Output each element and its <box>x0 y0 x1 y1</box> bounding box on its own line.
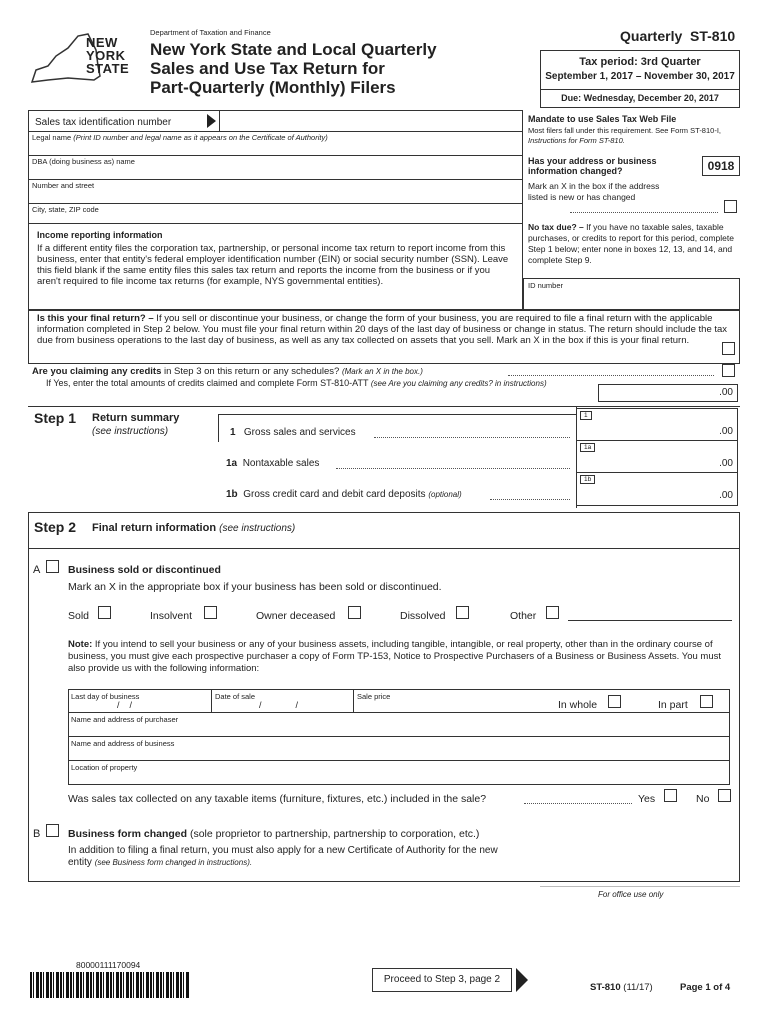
barcode-icon <box>30 972 190 998</box>
sale-note <box>68 639 728 675</box>
line-1b-amount-field[interactable] <box>576 472 738 506</box>
logo-line-1: NEW <box>86 35 118 50</box>
legal-name-instructions: (Print ID number and legal name as it appears on the Certificate of Authority) <box>73 133 328 142</box>
line-1-num: 1 <box>230 427 236 438</box>
option-insolvent-label: Insolvent <box>150 610 193 622</box>
mandate-title: Mandate to use Sales Tax Web File <box>528 114 677 124</box>
collected-yes-checkbox[interactable] <box>664 789 677 802</box>
barcode-number: 80000111170094 <box>76 960 141 970</box>
form-footer <box>590 982 653 993</box>
date-separators-2: // <box>259 700 333 710</box>
final-return-title: Is this your final return? – <box>37 313 154 324</box>
no-tax-due-title: No tax due? – <box>528 222 584 232</box>
address-changed-checkbox[interactable] <box>724 200 737 213</box>
note-text: If you intend to sell your business or any of your business assets, including tangible, intangible, or real property, other than in the ordinary course of business, you must give each prospective purchaser a copy of Form TP-153, Notice to Prospective Purchasers of a Business or Business Assets. You must also provide us with the following information: <box>68 639 722 674</box>
footer-form-number: ST-810 <box>590 982 621 993</box>
step2-title-line <box>92 522 295 534</box>
option-insolvent-checkbox[interactable] <box>204 606 217 619</box>
credits-amount: .00 <box>719 387 733 398</box>
logo-line-2: YORK <box>86 48 126 63</box>
line-1-amount-field[interactable] <box>576 408 738 442</box>
section-a-letter: A <box>33 564 41 576</box>
final-return-body: If you sell or discontinue your business, or change the form of your business, you are required to file a final return with the applicable information completed in Step 2 below. You must file your final return within 20 days of the last day of business or change in status. The return should include the tax due from business operations to the last day of business, as well as any tax collected on assets that you sell. Mark an X in the box if this is your final return. <box>37 313 728 346</box>
legal-name-field[interactable] <box>32 133 328 142</box>
option-sold-label: Sold <box>68 610 90 622</box>
line-1b-label <box>226 489 462 500</box>
line-1b-num: 1b <box>226 489 238 500</box>
office-use-label: For office use only <box>598 890 664 899</box>
title-line-3: Part-Quarterly (Monthly) Filers <box>150 78 396 97</box>
city-state-zip-field[interactable]: City, state, ZIP code <box>32 205 99 214</box>
line-1b-note: (optional) <box>428 490 462 499</box>
step1-label: Step 1 <box>34 410 77 426</box>
option-other-checkbox[interactable] <box>546 606 559 619</box>
line-1-amount: .00 <box>719 426 733 437</box>
step1-sub: (see instructions) <box>92 426 169 437</box>
line-1a-amount: .00 <box>719 458 733 469</box>
section-a-title: Business sold or discontinued <box>68 564 221 576</box>
period-dates: September 1, 2017 – November 30, 2017 <box>545 71 735 82</box>
section-b-text <box>68 845 508 869</box>
credits-amount-field[interactable] <box>598 384 738 402</box>
final-return-checkbox[interactable] <box>722 342 735 355</box>
credits-text: in Step 3 on this return or any schedules? <box>161 366 342 377</box>
line-1-text: Gross sales and services <box>243 427 356 438</box>
business-address-field[interactable]: Name and address of business <box>71 739 175 748</box>
title-line-2: Sales and Use Tax Return for <box>150 59 385 78</box>
line-1-label <box>230 427 356 438</box>
option-deceased-checkbox[interactable] <box>348 606 361 619</box>
logo-line-3: STATE <box>86 61 130 76</box>
section-b-title: Business form changed <box>68 828 188 840</box>
step2-title: Final return information <box>92 522 217 534</box>
ny-state-logo <box>28 30 138 86</box>
credits-instr-italic: (see Are you claiming any credits? in instructions) <box>370 379 547 388</box>
final-return-box <box>28 310 740 364</box>
last-day-field[interactable]: Last day of business <box>71 692 140 701</box>
due-date: Due: Wednesday, December 20, 2017 <box>561 93 719 103</box>
no-tax-due-body: If you have no taxable sales, taxable purchases, or credits to report for this period, complete Step 1 below; enter none in boxes 12, 13, and 14, and complete Step 9. <box>528 222 734 265</box>
quarterly-label: Quarterly <box>620 28 683 44</box>
section-b-letter: B <box>33 828 41 840</box>
credits-title: Are you claiming any credits <box>32 366 162 377</box>
property-location-field[interactable]: Location of property <box>71 763 138 772</box>
id-number-label: ID number <box>528 281 564 290</box>
credits-line <box>32 366 423 377</box>
page-number: Page 1 of 4 <box>680 982 731 993</box>
section-b-body: In addition to filing a final return, you must also apply for a new Certificate of Authority for the new entity <box>68 845 498 868</box>
note-label: Note: <box>68 639 93 650</box>
sale-details-table <box>68 689 730 785</box>
line-1b-box-label: 1b <box>580 475 595 484</box>
credits-checkbox[interactable] <box>722 364 735 377</box>
option-dissolved-label: Dissolved <box>400 610 446 622</box>
form-code-box: 0918 <box>702 156 740 176</box>
dba-name-field[interactable]: DBA (doing business as) name <box>32 157 135 166</box>
section-b-italic: (see Business form changed in instructions). <box>94 858 253 867</box>
footer-revision: (11/17) <box>623 982 653 993</box>
no-tax-due-text <box>528 222 740 266</box>
step1-title: Return summary <box>92 412 180 424</box>
mandate-text-italic: Instructions for Form ST-810. <box>528 136 625 145</box>
arrow-right-icon <box>207 114 216 128</box>
credits-instr-text: If Yes, enter the total amounts of credits claimed and complete Form ST-810-ATT <box>46 378 371 388</box>
line-1b-text: Gross credit card and debit card deposits <box>243 489 429 500</box>
credits-instr <box>46 378 566 389</box>
option-other-label: Other <box>510 610 537 622</box>
income-reporting-text: If a different entity files the corporation tax, partnership, or personal income tax return to report income from this business, enter that entity's federal employer identification number (EIN) or social security number (SSN). Leave this field blank if the same entity files this sales tax return and reports the income from the business or if you aren't required to file income tax returns (for example, NYS governmental entities). <box>37 243 509 287</box>
page-title <box>150 40 437 97</box>
credits-mark-instr: (Mark an X in the box.) <box>341 367 423 376</box>
option-sold-checkbox[interactable] <box>98 606 111 619</box>
title-line-1: New York State and Local Quarterly <box>150 40 437 59</box>
sales-tax-collected-question: Was sales tax collected on any taxable items (furniture, fixtures, etc.) included in the sale? <box>68 793 487 805</box>
mandate-text <box>528 126 740 146</box>
section-b-paren: (sole proprietor to partnership, partnership to corporation, etc.) <box>187 828 480 840</box>
in-whole-label: In whole <box>558 699 598 711</box>
section-a-text: Mark an X in the appropriate box if your business has been sold or discontinued. <box>68 581 442 593</box>
proceed-step3-button[interactable]: Proceed to Step 3, page 2 <box>372 968 512 992</box>
income-reporting-title: Income reporting information <box>37 230 163 240</box>
line-1-box-label: 1 <box>580 411 592 420</box>
step2-sub: (see instructions) <box>219 523 296 534</box>
line-1a-num: 1a <box>226 458 238 469</box>
date-of-sale-field[interactable]: Date of sale <box>215 692 256 701</box>
final-return-text <box>37 313 732 346</box>
section-b-title-line <box>68 828 479 840</box>
mandate-text-body: Most filers fall under this requirement. See Form ST-810-I, <box>528 126 721 135</box>
in-part-label: In part <box>658 699 688 711</box>
line-1a-label <box>226 458 319 469</box>
yes-label: Yes <box>638 793 656 805</box>
department-name: Department of Taxation and Finance <box>150 28 271 37</box>
address-changed-text: Mark an X in the box if the address listed is new or has changed <box>528 181 660 202</box>
street-field[interactable]: Number and street <box>32 181 95 190</box>
step2-label: Step 2 <box>34 519 77 535</box>
proceed-arrow-icon <box>516 968 528 992</box>
date-separators-1: // <box>117 700 143 710</box>
line-1a-box-label: 1a <box>580 443 595 452</box>
other-specify-line[interactable] <box>568 620 732 621</box>
section-a-checkbox[interactable] <box>46 560 59 573</box>
option-deceased-label: Owner deceased <box>256 610 336 622</box>
sale-price-field[interactable]: Sale price <box>357 692 391 701</box>
line-1b-amount: .00 <box>719 490 733 501</box>
tax-period: Tax period: 3rd Quarter <box>579 56 701 68</box>
tax-period-box <box>540 50 740 108</box>
line-1a-amount-field[interactable] <box>576 440 738 474</box>
option-dissolved-checkbox[interactable] <box>456 606 469 619</box>
in-part-checkbox[interactable] <box>700 695 713 708</box>
sales-tax-id-label: Sales tax identification number <box>35 117 172 128</box>
in-whole-checkbox[interactable] <box>608 695 621 708</box>
taxpayer-info-box <box>28 110 523 310</box>
legal-name-label: Legal name <box>32 133 74 142</box>
section-b-checkbox[interactable] <box>46 824 59 837</box>
purchaser-field[interactable]: Name and address of purchaser <box>71 715 179 724</box>
line-1a-text: Nontaxable sales <box>242 458 320 469</box>
id-number-field[interactable] <box>523 278 740 310</box>
collected-no-checkbox[interactable] <box>718 789 731 802</box>
address-changed-title: Has your address or business information changed? <box>528 156 657 176</box>
form-number: ST-810 <box>690 28 736 44</box>
no-label: No <box>696 793 710 805</box>
